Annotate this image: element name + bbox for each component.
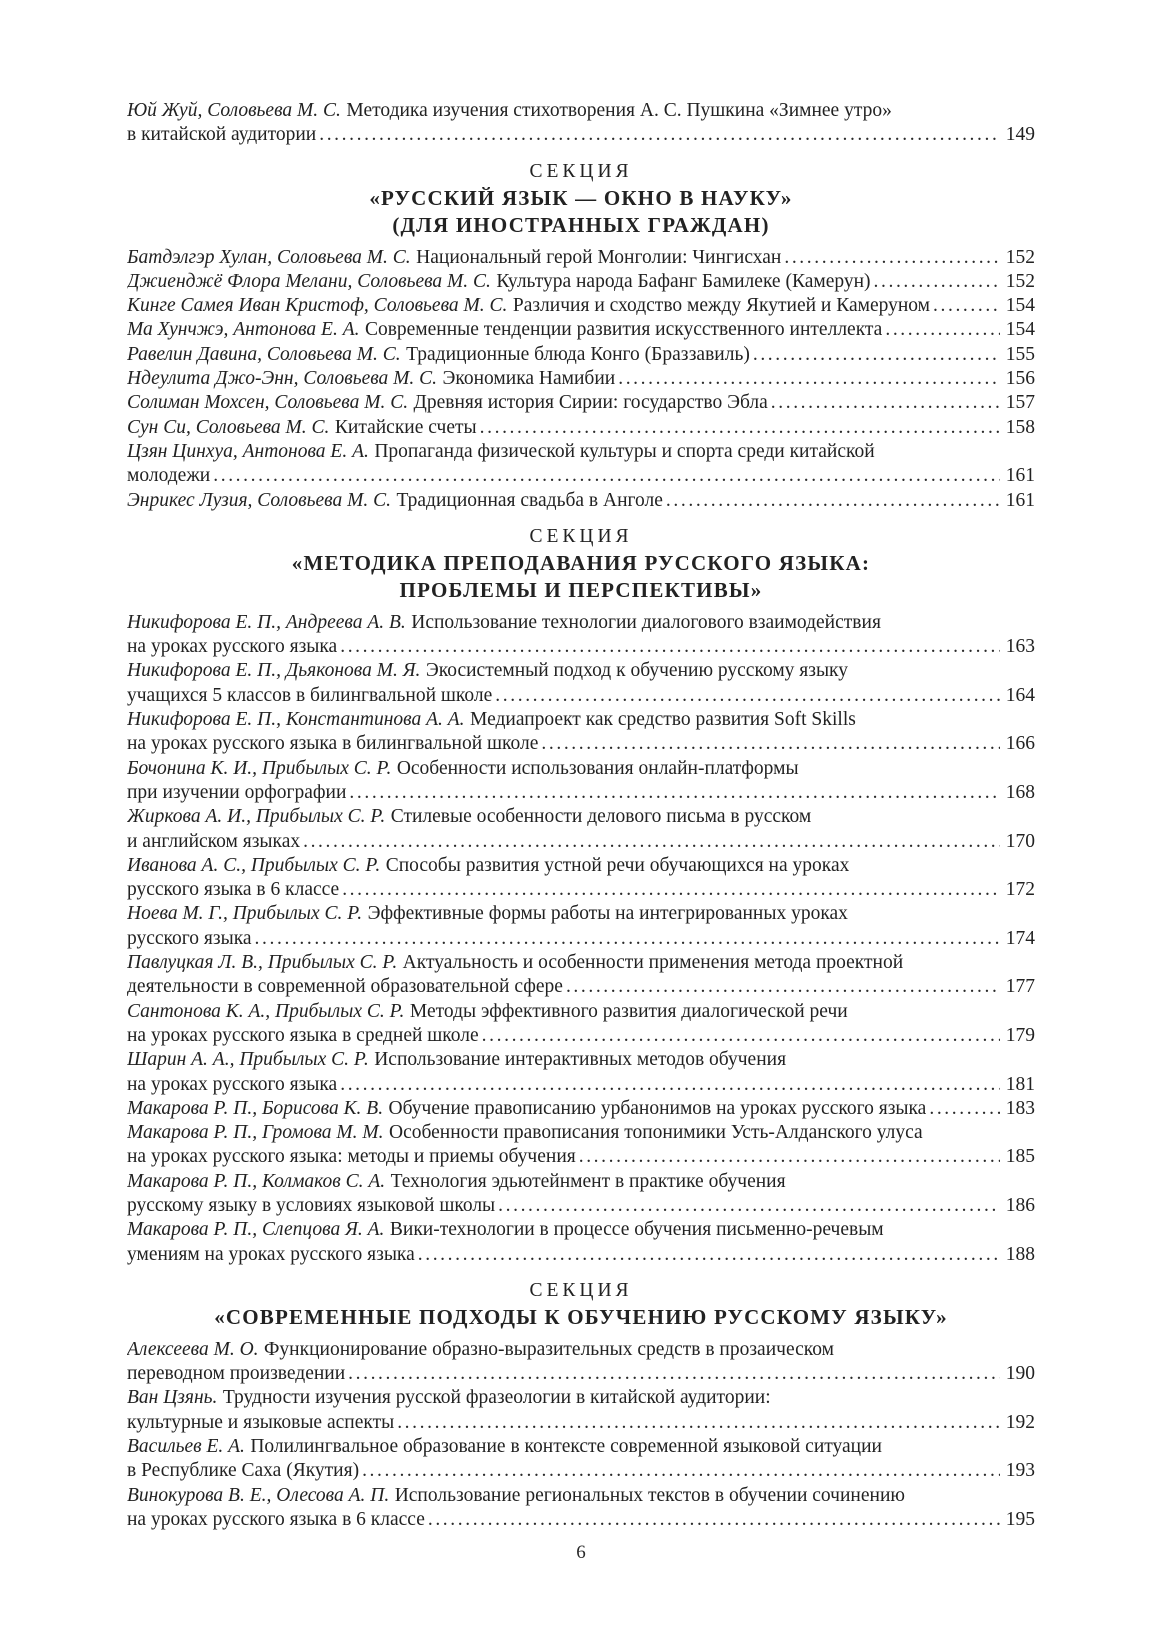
entry-text [127, 757, 799, 781]
entry-authors: Джиенджё Флора Мелани, Соловьева М. С. [127, 270, 491, 292]
dot-leader [482, 1024, 1000, 1048]
page-number: 188 [1005, 1243, 1035, 1265]
entry-text [127, 732, 538, 756]
page-number: 152 [1005, 246, 1035, 268]
entry-text [127, 270, 871, 294]
section-title-line: «СОВРЕМЕННЫЕ ПОДХОДЫ К ОБУЧЕНИЮ РУССКОМУ ЯЗЫКУ» [214, 1304, 948, 1329]
entry-text [127, 1243, 415, 1267]
entry-title-text: на уроках русского языка в средней школе [127, 1024, 479, 1046]
entry-title-text: учащихся 5 классов в билингвальной школе [127, 684, 493, 706]
page-number: 170 [1005, 830, 1035, 852]
toc-entry-line [127, 635, 1035, 659]
entry-authors: Солиман Мохсен, Соловьева М. С. [127, 392, 409, 414]
entry-text [127, 367, 615, 391]
page-number: 177 [1005, 976, 1035, 998]
dot-leader [340, 635, 1000, 659]
page-footer-number: 6 [576, 1542, 586, 1563]
toc-entry-line [127, 1145, 1035, 1169]
section-heading [127, 524, 1035, 604]
toc-entry [127, 1000, 1035, 1049]
entry-title-text: умениям на уроках русского языка [127, 1243, 415, 1265]
toc-entry [127, 1386, 1035, 1435]
page-number: 155 [1005, 343, 1035, 365]
entry-text [127, 391, 768, 415]
entry-text [127, 246, 781, 270]
entry-authors: Павлуцкая Л. В., Прибылых С. Р. [127, 952, 398, 974]
entry-authors: Шарин А. А., Прибылых С. Р. [127, 1049, 369, 1071]
toc-page-content [127, 99, 1035, 1532]
toc-entry-line [127, 1218, 1035, 1242]
entry-title-text: Технология эдьютейнмент в практике обучения [390, 1170, 786, 1192]
entry-title-text: Пропаганда физической культуры и спорта среди китайской [374, 440, 875, 462]
entry-title-text: русского языка в 6 классе [127, 879, 340, 901]
entry-title-text: Традиционные блюда Конго (Браззавиль) [406, 343, 750, 365]
dot-leader [213, 464, 1000, 488]
entry-title-text: в китайской аудитории [127, 124, 317, 146]
section-heading [127, 1278, 1035, 1331]
toc-entry-line [127, 684, 1035, 708]
dot-leader [929, 1097, 999, 1121]
toc-entry [127, 902, 1035, 951]
toc-entry-line [127, 611, 1035, 635]
toc-entry-line [127, 1048, 1035, 1072]
toc-entry-line [127, 391, 1035, 415]
toc-entry [127, 440, 1035, 489]
toc-entry [127, 246, 1035, 270]
entry-authors: Макарова Р. П., Громова М. М. [127, 1122, 384, 1144]
entry-text [127, 1386, 771, 1410]
entry-title-text: на уроках русского языка: методы и приемы обучения [127, 1146, 576, 1168]
toc-entry [127, 1048, 1035, 1097]
toc-entry-line [127, 659, 1035, 683]
section-title-line: (ДЛЯ ИНОСТРАННЫХ ГРАЖДАН) [392, 212, 770, 237]
entry-authors: Батдэлгэр Хулан, Соловьева М. С. [127, 246, 411, 268]
section-kicker: СЕКЦИЯ [529, 1279, 633, 1301]
entry-title-text: Экономика Намибии [442, 368, 616, 390]
entry-text [127, 781, 346, 805]
dot-leader [342, 878, 1000, 902]
entry-authors: Ндеулита Джо-Энн, Соловьева М. С. [127, 368, 438, 390]
toc-entry [127, 659, 1035, 708]
toc-entry-line [127, 99, 1035, 123]
dot-leader [362, 1459, 1000, 1483]
entry-authors: Сантонова К. А., Прибылых С. Р. [127, 1000, 405, 1022]
toc-entry-line [127, 830, 1035, 854]
entry-text [127, 1435, 882, 1459]
toc-entry-line [127, 805, 1035, 829]
dot-leader [428, 1508, 1000, 1532]
entry-text [127, 416, 477, 440]
entry-text [127, 1145, 576, 1169]
entry-text [127, 1170, 786, 1194]
toc-entry-line [127, 1000, 1035, 1024]
dot-leader [618, 367, 1000, 391]
toc-blocks [127, 99, 1035, 1532]
entry-text [127, 1048, 786, 1072]
dot-leader [874, 270, 1000, 294]
entry-title-text: Способы развития устной речи обучающихся на уроках [385, 854, 850, 876]
entry-title-text: Использование интерактивных методов обучения [374, 1049, 787, 1071]
entry-title-text: Использование технологии диалогового взаимодействия [411, 611, 881, 633]
toc-entry-line [127, 902, 1035, 926]
toc-entry [127, 1435, 1035, 1484]
page-number: 161 [1005, 465, 1035, 487]
toc-entry-line [127, 1097, 1035, 1121]
dot-leader [319, 123, 1000, 147]
entry-title-text: на уроках русского языка в билингвальной школе [127, 733, 539, 755]
page-number: 154 [1005, 319, 1035, 341]
entry-title-text: на уроках русского языка в 6 классе [127, 1508, 425, 1530]
section-heading [127, 159, 1035, 239]
entry-title-text: Традиционная свадьба в Анголе [396, 489, 663, 511]
toc-entry-line [127, 1194, 1035, 1218]
dot-leader [255, 927, 1000, 951]
entry-title-text: Китайские счеты [334, 416, 477, 438]
entry-title-text: Национальный герой Монголии: Чингисхан [416, 246, 782, 268]
entry-text [127, 659, 848, 683]
page-number: 174 [1005, 927, 1035, 949]
toc-entry-line [127, 1121, 1035, 1145]
entry-text [127, 805, 811, 829]
entry-text [127, 902, 848, 926]
page-number: 152 [1005, 270, 1035, 292]
entry-text [127, 975, 563, 999]
dot-leader [340, 1073, 1000, 1097]
entry-authors: Жиркова А. И., Прибылых С. Р. [127, 806, 386, 828]
page-number: 195 [1005, 1508, 1035, 1530]
entry-text [127, 440, 875, 464]
toc-entry-line [127, 318, 1035, 342]
entry-title-text: деятельности в современной образовательной сфере [127, 976, 563, 998]
toc-entry-line [127, 951, 1035, 975]
entry-title-text: Актуальность и особенности применения метода проектной [402, 952, 904, 974]
page-footer [0, 1542, 1162, 1564]
page-number: 154 [1005, 295, 1035, 317]
entry-authors: Васильев Е. А. [127, 1436, 245, 1458]
entry-authors: Иванова А. С., Прибылых С. Р. [127, 854, 381, 876]
page-number: 192 [1005, 1411, 1035, 1433]
entry-title-text: Стилевые особенности делового письма в русском [390, 806, 812, 828]
dot-leader [771, 391, 1000, 415]
toc-entry-line [127, 927, 1035, 951]
toc-entry [127, 489, 1035, 513]
entry-text [127, 464, 210, 488]
entry-text [127, 854, 849, 878]
entry-title-text: Особенности использования онлайн-платформы [396, 757, 799, 779]
entry-text [127, 1073, 337, 1097]
entry-authors: Макарова Р. П., Борисова К. В. [127, 1097, 384, 1119]
entry-text [127, 1024, 479, 1048]
toc-entry-line [127, 1362, 1035, 1386]
entry-authors: Ноева М. Г., Прибылых С. Р. [127, 903, 363, 925]
toc-entry-line [127, 854, 1035, 878]
toc-entry [127, 367, 1035, 391]
section-title-line: ПРОБЛЕМЫ И ПЕРСПЕКТИВЫ» [399, 577, 763, 602]
dot-leader [885, 318, 999, 342]
entry-authors: Цзян Цинхуа, Антонова Е. А. [127, 440, 369, 462]
entry-text [127, 1362, 345, 1386]
entry-text [127, 830, 300, 854]
page-number: 164 [1005, 684, 1035, 706]
toc-entry-line [127, 1338, 1035, 1362]
entry-title-text: Древняя история Сирии: государство Эбла [413, 392, 768, 414]
toc-entry-line [127, 343, 1035, 367]
toc-entry-line [127, 367, 1035, 391]
page-number: 186 [1005, 1194, 1035, 1216]
entry-text [127, 1459, 359, 1483]
entry-title-text: Различия и сходство между Якутией и Камеруном [512, 295, 931, 317]
dot-leader [666, 489, 1000, 513]
entry-authors: Ван Цзянь. [127, 1387, 218, 1409]
toc-entry [127, 99, 1035, 148]
entry-text [127, 489, 663, 513]
toc-entry-line [127, 1508, 1035, 1532]
entry-authors: Никифорова Е. П., Андреева А. В. [127, 611, 406, 633]
toc-entry [127, 391, 1035, 415]
dot-leader [566, 975, 1000, 999]
section-kicker: СЕКЦИЯ [529, 160, 633, 182]
dot-leader [753, 343, 1000, 367]
page-number: 157 [1005, 392, 1035, 414]
toc-entry [127, 757, 1035, 806]
page-number: 193 [1005, 1460, 1035, 1482]
entry-authors: Сун Си, Соловьева М. С. [127, 416, 330, 438]
entry-authors: Равелин Давина, Соловьева М. С. [127, 343, 401, 365]
page-number: 172 [1005, 879, 1035, 901]
toc-entry [127, 1097, 1035, 1121]
page-number: 179 [1005, 1024, 1035, 1046]
toc-entry [127, 1121, 1035, 1170]
entry-authors: Винокурова В. Е., Олесова А. П. [127, 1484, 390, 1506]
toc-entry [127, 951, 1035, 1000]
entry-text [127, 1218, 884, 1242]
entry-title-text: Медиапроект как средство развития Soft Skills [470, 709, 856, 731]
toc-entry [127, 294, 1035, 318]
toc-entry-line [127, 1170, 1035, 1194]
toc-entry-line [127, 270, 1035, 294]
entry-title-text: русского языка [127, 927, 252, 949]
toc-entry [127, 708, 1035, 757]
entry-title-text: молодежи [127, 465, 211, 487]
entry-text [127, 1484, 905, 1508]
entry-authors: Кинге Самея Иван Кристоф, Соловьева М. С. [127, 295, 508, 317]
toc-entry-line [127, 732, 1035, 756]
entry-title-text: и английском языках [127, 830, 301, 852]
toc-entry-line [127, 246, 1035, 270]
page-number: 183 [1005, 1097, 1035, 1119]
entry-text [127, 1411, 394, 1435]
entry-title-text: Эффективные формы работы на интегрированных уроках [367, 903, 848, 925]
entry-title-text: Трудности изучения русской фразеологии в китайской аудитории: [222, 1387, 771, 1409]
toc-entry-line [127, 1024, 1035, 1048]
toc-entry [127, 1218, 1035, 1267]
entry-title-text: Функционирование образно-выразительных средств в прозаическом [264, 1338, 834, 1360]
entry-text [127, 951, 903, 975]
entry-text [127, 123, 316, 147]
toc-entry-line [127, 1484, 1035, 1508]
entry-text [127, 1097, 926, 1121]
toc-entry-line [127, 1435, 1035, 1459]
entry-authors: Никифорова Е. П., Дьяконова М. Я. [127, 660, 421, 682]
page-number: 163 [1005, 636, 1035, 658]
entry-authors: Макарова Р. П., Слепцова Я. А. [127, 1219, 385, 1241]
entry-title-text: Полилингвальное образование в контексте современной языковой ситуации [250, 1436, 882, 1458]
dot-leader [480, 416, 1000, 440]
toc-entry-line [127, 878, 1035, 902]
entry-title-text: Методы эффективного развития диалогической речи [409, 1000, 848, 1022]
toc-entry [127, 1338, 1035, 1387]
entry-title-text: Обучение правописанию урбанонимов на уроках русского языка [388, 1097, 927, 1119]
entry-authors: Ма Хунчжэ, Антонова Е. А. [127, 319, 360, 341]
dot-leader [498, 1194, 1000, 1218]
toc-entry-line [127, 123, 1035, 147]
toc-entry [127, 1484, 1035, 1533]
entry-title-text: Экосистемный подход к обучению русскому языку [425, 660, 849, 682]
page-number: 181 [1005, 1073, 1035, 1095]
section-kicker: СЕКЦИЯ [529, 525, 633, 547]
dot-leader [349, 781, 999, 805]
dot-leader [348, 1362, 1000, 1386]
entry-authors: Макарова Р. П., Колмаков С. А. [127, 1170, 386, 1192]
dot-leader [784, 246, 999, 270]
entry-title-text: в Республике Саха (Якутия) [127, 1460, 360, 1482]
toc-entry-line [127, 464, 1035, 488]
dot-leader [933, 294, 1000, 318]
toc-entry-line [127, 489, 1035, 513]
entry-title-text: переводном произведении [127, 1363, 346, 1385]
entry-text [127, 708, 856, 732]
entry-text [127, 294, 930, 318]
entry-title-text: Современные тенденции развития искусственного интеллекта [364, 319, 883, 341]
toc-entry [127, 416, 1035, 440]
page-number: 149 [1005, 124, 1035, 146]
page-number: 166 [1005, 733, 1035, 755]
entry-text [127, 1508, 425, 1532]
dot-leader [579, 1145, 1000, 1169]
toc-entry [127, 270, 1035, 294]
entry-authors: Юй Жуй, Соловьева М. С. [127, 100, 341, 121]
toc-entry [127, 805, 1035, 854]
entry-text [127, 99, 892, 123]
toc-entry [127, 854, 1035, 903]
toc-entry-line [127, 440, 1035, 464]
dot-leader [303, 830, 1000, 854]
section-title-line: «МЕТОДИКА ПРЕПОДАВАНИЯ РУССКОГО ЯЗЫКА: [291, 550, 871, 575]
entry-title-text: Особенности правописания топонимики Усть-Алданского улуса [389, 1122, 923, 1144]
entry-title-text: культурные и языковые аспекты [127, 1411, 395, 1433]
entry-title-text: Использование региональных текстов в обучении сочинению [394, 1484, 905, 1506]
entry-title-text: на уроках русского языка [127, 1073, 338, 1095]
page-number: 185 [1005, 1146, 1035, 1168]
toc-entry-line [127, 781, 1035, 805]
toc-entry-line [127, 1073, 1035, 1097]
entry-authors: Энрикес Лузия, Соловьева М. С. [127, 489, 392, 511]
entry-text [127, 635, 337, 659]
toc-entry [127, 1170, 1035, 1219]
entry-authors: Бочонина К. И., Прибылых С. Р. [127, 757, 392, 779]
dot-leader [541, 732, 999, 756]
entry-text [127, 927, 252, 951]
entry-title-text: Методика изучения стихотворения А. С. Пушкина «Зимнее утро» [346, 100, 892, 121]
entry-text [127, 318, 882, 342]
entry-title-text: русскому языку в условиях языковой школы [127, 1194, 496, 1216]
entry-title-text: Вики-технологии в процессе обучения письменно-речевым [389, 1219, 884, 1241]
toc-entry [127, 611, 1035, 660]
entry-authors: Алексеева М. О. [127, 1338, 259, 1360]
toc-entry-line [127, 294, 1035, 318]
toc-entry [127, 318, 1035, 342]
entry-text [127, 878, 339, 902]
entry-text [127, 1338, 834, 1362]
toc-entry-line [127, 975, 1035, 999]
entry-text [127, 343, 750, 367]
page-number: 190 [1005, 1363, 1035, 1385]
toc-entry-line [127, 1411, 1035, 1435]
page-number: 168 [1005, 781, 1035, 803]
entry-title-text: Культура народа Бафанг Бамилеке (Камерун) [496, 270, 871, 292]
entry-text [127, 684, 492, 708]
page-number: 158 [1005, 416, 1035, 438]
entry-text [127, 1121, 923, 1145]
entry-title-text: при изучении орфографии [127, 781, 347, 803]
dot-leader [495, 684, 999, 708]
entry-text [127, 611, 881, 635]
entry-text [127, 1000, 848, 1024]
dot-leader [397, 1411, 1000, 1435]
toc-entry-line [127, 757, 1035, 781]
entry-authors: Никифорова Е. П., Константинова А. А. [127, 709, 465, 731]
entry-title-text: на уроках русского языка [127, 636, 338, 658]
toc-entry-line [127, 1243, 1035, 1267]
toc-entry-line [127, 1459, 1035, 1483]
dot-leader [418, 1243, 1000, 1267]
toc-entry [127, 343, 1035, 367]
toc-entry-line [127, 1386, 1035, 1410]
entry-text [127, 1194, 495, 1218]
toc-entry-line [127, 708, 1035, 732]
toc-entry-line [127, 416, 1035, 440]
page-number: 161 [1005, 489, 1035, 511]
section-title-line: «РУССКИЙ ЯЗЫК — ОКНО В НАУКУ» [369, 185, 793, 210]
page-number: 156 [1005, 368, 1035, 390]
